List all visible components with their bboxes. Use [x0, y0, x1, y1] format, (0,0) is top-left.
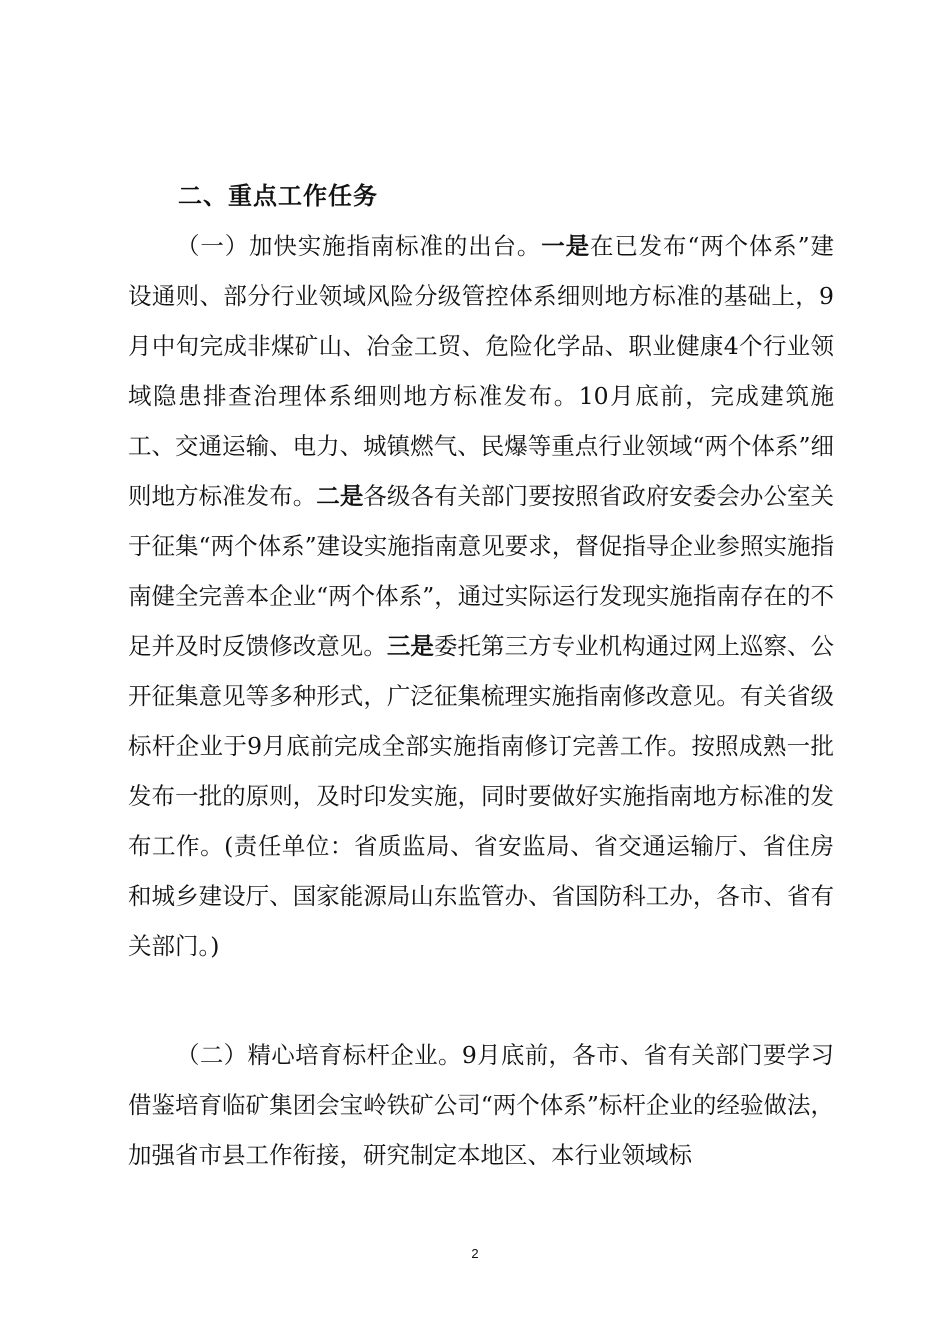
page-number: 2 [471, 1246, 479, 1261]
paragraph-1 [128, 221, 834, 971]
item-label-1: 一是 [541, 232, 590, 260]
paragraph-1-text-3: 委托第三方专业机构通过网上巡察、公开征集意见等多种形式，广泛征集梳理实施指南修改意见。有关省级标杆企业于9月底前完成全部实施指南修订完善工作。按照成熟一批发布一批的原则，及时印发实施，同时要做好实施指南地方标准的发布工作。(责任单位：省质监局、省安监局、省交通运输厅、省住房和城乡建设厅、国家能源局山东监管办、省国防科工办，各市、省有关部门。) [128, 632, 835, 960]
item-label-2: 二是 [316, 482, 364, 510]
paragraph-2-text: 9月底前，各市、省有关部门要学习借鉴培育临矿集团会宝岭铁矿公司“两个体系”标杆企业的经验做法，加强省市县工作衔接，研究制定本地区、本行业领域标 [128, 1041, 835, 1169]
paragraph-2-title: （二）精心培育标杆企业。 [176, 1041, 462, 1069]
item-label-3: 三是 [386, 632, 434, 660]
section-heading: 二、重点工作任务 [178, 182, 378, 210]
paragraph-1-text-1: 在已发布“两个体系”建设通则、部分行业领域风险分级管控体系细则地方标准的基础上，9月中旬完成非煤矿山、冶金工贸、危险化学品、职业健康4个行业领域隐患排查治理体系细则地方标准发布。10月底前，完成建筑施工、交通运输、电力、城镇燃气、民爆等重点行业领域“两个体系”细则地方标准发布。 [128, 232, 835, 510]
paragraph-2 [128, 1030, 834, 1180]
paragraph-1-text-2: 各级各有关部门要按照省政府安委会办公室关于征集“两个体系”建设实施指南意见要求，督促指导企业参照实施指南健全完善本企业“两个体系”，通过实际运行发现实施指南存在的不足并及时反馈修改意见。 [128, 482, 835, 660]
paragraph-1-title: （一）加快实施指南标准的出台。 [176, 232, 542, 260]
